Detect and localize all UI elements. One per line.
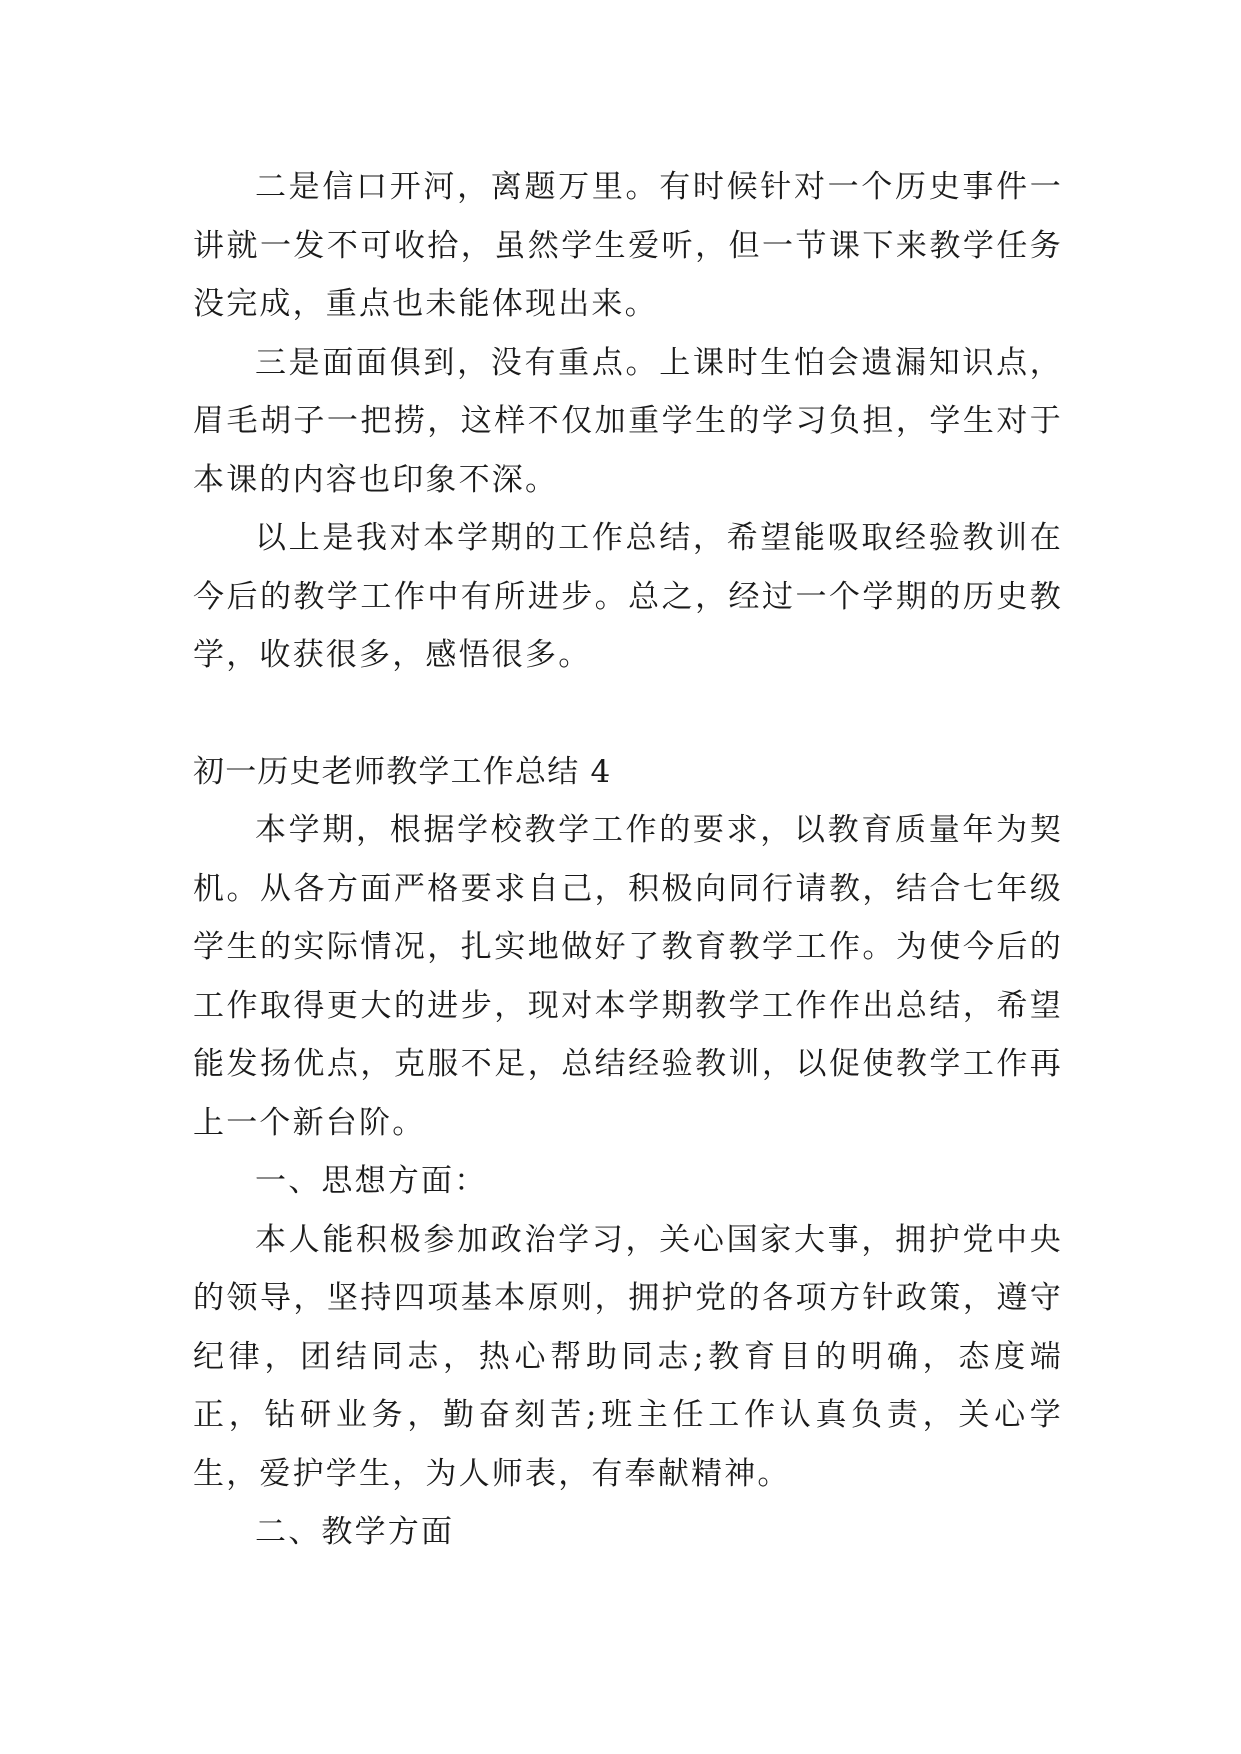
section-heading: 初一历史老师教学工作总结 4 bbox=[193, 753, 612, 790]
paragraph-point-three: 三是面面俱到，没有重点。上课时生怕会遗漏知识点，眉毛胡子一把捞，这样不仅加重学生的学习负担，学生对于本课的内容也印象不深。 bbox=[193, 344, 1063, 498]
paragraph-intro: 本学期，根据学校教学工作的要求，以教育质量年为契机。从各方面严格要求自己，积极向同行请教，结合七年级学生的实际情况，扎实地做好了教育教学工作。为使今后的工作取得更大的进步，现对本学期教学工作作出总结，希望能发扬优点，克服不足，总结经验教训，以促使教学工作再上一个新台阶。 bbox=[193, 812, 1063, 1141]
document-body bbox=[193, 158, 1063, 1562]
paragraph-conclusion: 以上是我对本学期的工作总结，希望能吸取经验教训在今后的教学工作中有所进步。总之，经过一个学期的历史教学，收获很多，感悟很多。 bbox=[193, 520, 1063, 673]
paragraph-ideology: 本人能积极参加政治学习，关心国家大事，拥护党中央的领导，坚持四项基本原则，拥护党的各项方针政策，遵守纪律，团结同志，热心帮助同志;教育目的明确，态度端正，钻研业务，勤奋刻苦;班主任工作认真负责，关心学生，爱护学生，为人师表，有奉献精神。 bbox=[193, 1221, 1063, 1492]
subheading-ideology: 一、思想方面： bbox=[255, 1163, 488, 1199]
paragraph-point-two: 二是信口开河，离题万里。有时候针对一个历史事件一讲就一发不可收拾，虽然学生爱听，但一节课下来教学任务没完成，重点也未能体现出来。 bbox=[193, 169, 1063, 322]
subheading-teaching: 二、教学方面 bbox=[255, 1514, 455, 1550]
